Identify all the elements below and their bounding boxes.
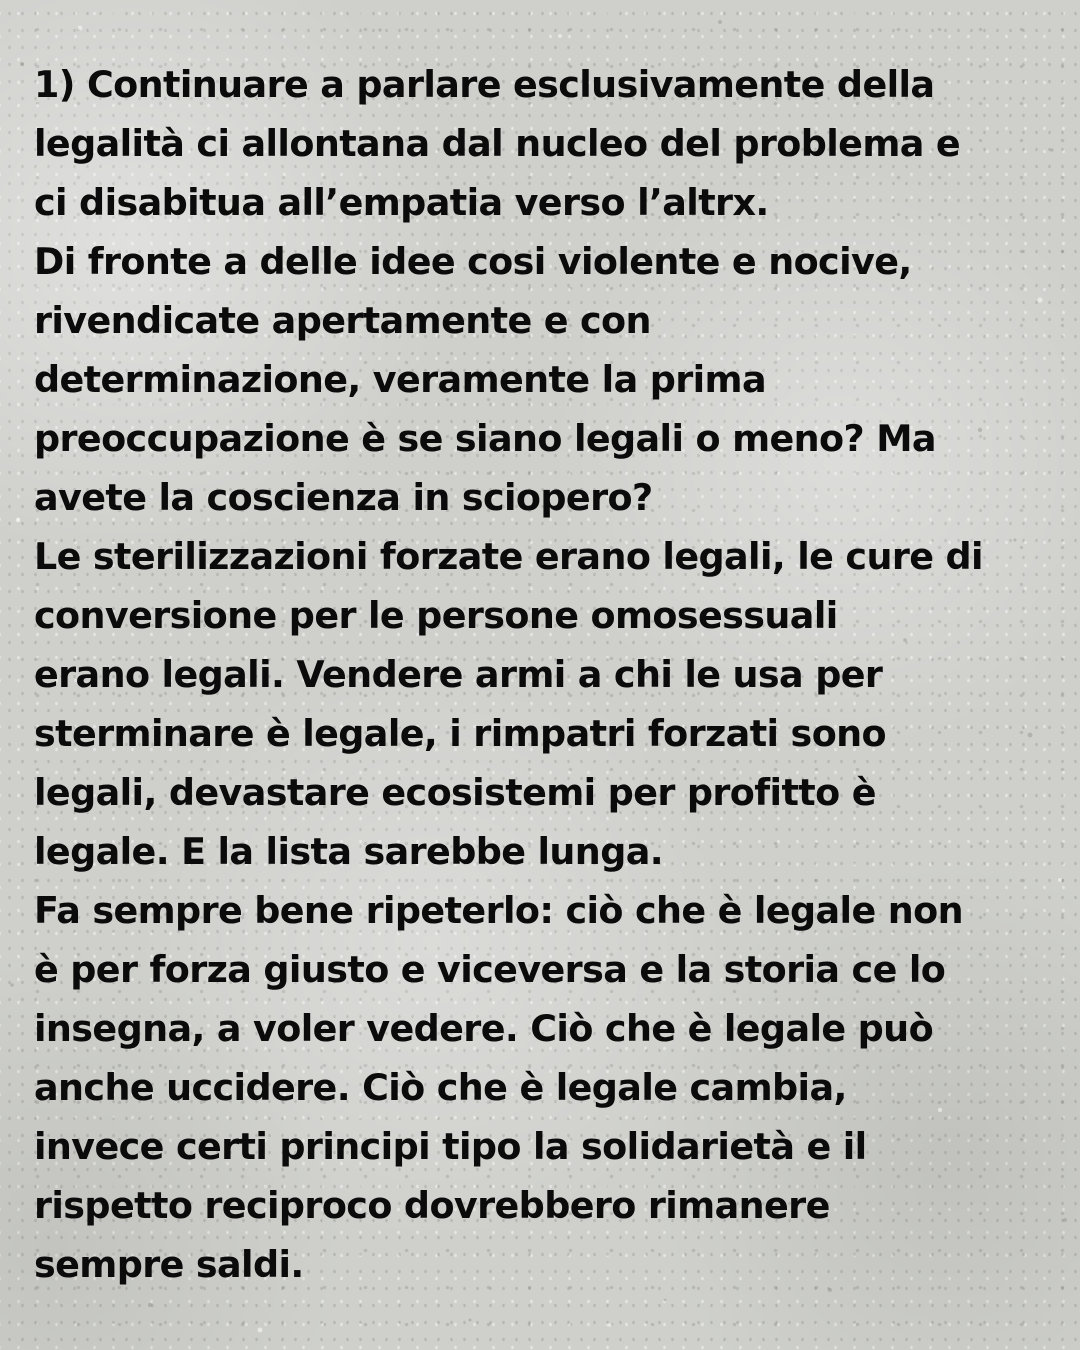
text-line-7: preoccupazione è se siano legali o meno? Ma xyxy=(34,417,936,460)
text-line-20: rispetto reciproco dovrebbero rimanere xyxy=(34,1184,830,1227)
text-line-1: 1) Continuare a parlare esclusivamente della xyxy=(34,63,935,106)
text-line-16: è per forza giusto e viceversa e la storia ce lo xyxy=(34,948,946,991)
text-line-18: anche uccidere. Ciò che è legale cambia, xyxy=(34,1066,847,1109)
text-line-12: sterminare è legale, i rimpatri forzati sono xyxy=(34,712,887,755)
text-line-2: legalità ci allontana dal nucleo del problema e xyxy=(34,122,961,165)
text-line-13: legali, devastare ecosistemi per profitto è xyxy=(34,771,876,814)
text-line-15: Fa sempre bene ripeterlo: ciò che è legale non xyxy=(34,889,963,932)
text-line-6: determinazione, veramente la prima xyxy=(34,358,767,401)
text-line-19: invece certi principi tipo la solidarietà e il xyxy=(34,1125,867,1168)
text-line-9: Le sterilizzazioni forzate erano legali, le cure di xyxy=(34,535,983,578)
text-line-8: avete la coscienza in sciopero? xyxy=(34,476,653,519)
text-line-14: legale. E la lista sarebbe lunga. xyxy=(34,830,664,873)
body-text xyxy=(34,55,1064,1294)
text-line-10: conversione per le persone omosessuali xyxy=(34,594,838,637)
text-line-4: Di fronte a delle idee cosi violente e nocive, xyxy=(34,240,912,283)
text-line-11: erano legali. Vendere armi a chi le usa per xyxy=(34,653,883,696)
text-line-17: insegna, a voler vedere. Ciò che è legale può xyxy=(34,1007,934,1050)
text-line-5: rivendicate apertamente e con xyxy=(34,299,651,342)
text-line-3: ci disabitua all’empatia verso l’altrx. xyxy=(34,181,769,224)
text-line-21: sempre saldi. xyxy=(34,1243,304,1286)
